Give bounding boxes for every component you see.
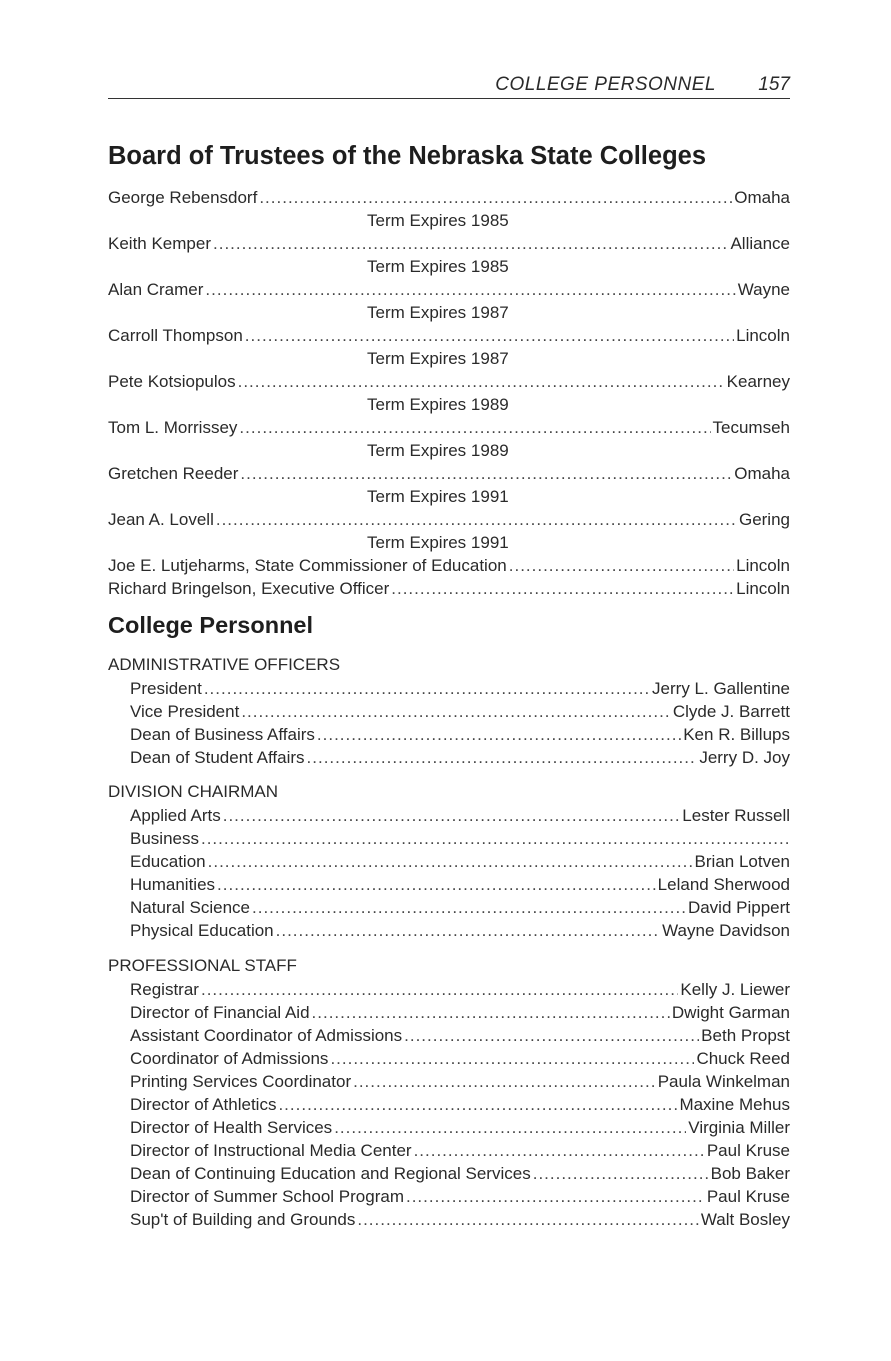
person-name: Leland Sherwood [657,875,790,894]
role-title: Director of Athletics [130,1095,277,1114]
personnel-row [108,1024,790,1047]
dot-leader [204,677,650,700]
person-name: Paul Kruse [706,1187,790,1206]
personnel-row [108,1070,790,1093]
professional-staff-section [108,954,790,1231]
dot-leader [205,278,735,301]
personnel-row [108,1185,790,1208]
running-title: COLLEGE PERSONNEL [495,74,716,95]
term-expires: Term Expires 1991 [367,533,509,552]
role-title: Director of Instructional Media Center [130,1141,412,1160]
board-title: Board of Trustees of the Nebraska State Colleges [108,142,707,170]
member-name: Tom L. Morrissey [108,418,238,437]
role-title: Dean of Continuing Education and Regional Services [130,1164,531,1183]
role-title: Dean of Student Affairs [130,748,305,767]
term-expires: Term Expires 1985 [367,257,509,276]
person-name: Lester Russell [682,806,790,825]
person-name: Maxine Mehus [679,1095,790,1114]
officer-place: Lincoln [736,556,790,575]
person-name: Chuck Reed [696,1049,790,1068]
section-heading: ADMINISTRATIVE OFFICERS [108,655,341,674]
personnel-row [108,1139,790,1162]
dot-leader [252,896,686,919]
personnel-row [108,700,790,723]
term-expires: Term Expires 1989 [367,441,509,460]
role-title: Vice President [130,702,240,721]
personnel-row [108,1047,790,1070]
personnel-row [108,746,790,769]
member-place: Omaha [734,464,790,483]
personnel-row [108,677,790,700]
term-expires: Term Expires 1991 [367,487,509,506]
dot-leader [391,577,734,600]
member-place: Alliance [730,234,790,253]
role-title: Director of Financial Aid [130,1003,310,1022]
board-member-row [108,232,790,255]
member-name: George Rebensdorf [108,188,258,207]
personnel-row [108,978,790,1001]
role-title: Humanities [130,875,216,894]
person-name: Jerry L. Gallentine [652,679,790,698]
role-title: President [130,679,202,698]
personnel-row [108,723,790,746]
person-name: Beth Propst [701,1026,790,1045]
dot-leader [509,554,734,577]
personnel-row [108,1093,790,1116]
personnel-row [108,896,790,919]
running-header [108,72,790,99]
dot-leader [201,978,678,1001]
board-member-row [108,416,790,439]
person-name: Kelly J. Liewer [680,980,790,999]
dot-leader [414,1139,705,1162]
personnel-row [108,850,790,873]
person-name: Wayne Davidson [662,921,790,940]
dot-leader [334,1116,686,1139]
dot-leader [201,827,788,850]
member-name: Carroll Thompson [108,326,243,345]
role-title: Dean of Business Affairs [130,725,315,744]
person-name: Bob Baker [710,1164,790,1183]
role-title: Assistant Coordinator of Admissions [130,1026,403,1045]
personnel-row [108,804,790,827]
member-place: Tecumseh [712,418,790,437]
dot-leader [353,1070,656,1093]
board-member-row [108,324,790,347]
dot-leader [404,1024,699,1047]
role-title: Physical Education [130,921,274,940]
dot-leader [217,873,656,896]
personnel-row [108,1001,790,1024]
person-name: Jerry D. Joy [699,748,790,767]
dot-leader [317,723,681,746]
dot-leader [223,804,681,827]
person-name: Clyde J. Barrett [672,702,790,721]
person-name: Walt Bosley [700,1210,790,1229]
officer-place: Lincoln [736,579,790,598]
personnel-row [108,1162,790,1185]
personnel-row [108,827,790,850]
college-personnel-title: College Personnel [108,612,314,638]
person-name: Paul Kruse [706,1141,790,1160]
dot-leader [312,1001,670,1024]
member-name: Alan Cramer [108,280,204,299]
personnel-row [108,1116,790,1139]
member-name: Jean A. Lovell [108,510,214,529]
section-heading: DIVISION CHAIRMAN [108,782,279,801]
dot-leader [259,186,732,209]
dot-leader [238,370,725,393]
board-member-row [108,370,790,393]
board-officer-row [108,554,790,577]
member-name: Gretchen Reeder [108,464,239,483]
term-expires: Term Expires 1985 [367,211,509,230]
dot-leader [278,1093,677,1116]
role-title: Printing Services Coordinator [130,1072,352,1091]
officer-name: Richard Bringelson, Executive Officer [108,579,390,598]
board-member-row [108,186,790,209]
person-name: Dwight Garman [671,1003,790,1022]
board-member-row [108,462,790,485]
dot-leader [357,1208,699,1231]
role-title: Applied Arts [130,806,221,825]
person-name: David Pippert [687,898,790,917]
dot-leader [208,850,693,873]
board-officer-row [108,577,790,600]
role-title: Natural Science [130,898,251,917]
personnel-row [108,1208,790,1231]
section-heading: PROFESSIONAL STAFF [108,956,297,975]
page-number: 157 [758,74,790,95]
member-place: Wayne [737,280,790,299]
role-title: Registrar [130,980,199,999]
role-title: Business [130,829,199,848]
person-name: Ken R. Billups [683,725,790,744]
dot-leader [276,919,660,942]
dot-leader [330,1047,694,1070]
term-expires: Term Expires 1987 [367,303,509,322]
role-title: Director of Summer School Program [130,1187,404,1206]
dot-leader [241,700,671,723]
administrative-officers-section [108,653,790,769]
division-chairman-section [108,780,790,942]
term-expires: Term Expires 1987 [367,349,509,368]
role-title: Director of Health Services [130,1118,333,1137]
dot-leader [533,1162,709,1185]
dot-leader [240,462,732,485]
officer-name: Joe E. Lutjeharms, State Commissioner of Education [108,556,507,575]
person-name: Virginia Miller [688,1118,790,1137]
person-name: Paula Winkelman [657,1072,790,1091]
dot-leader [213,232,728,255]
role-title: Coordinator of Admissions [130,1049,329,1068]
dot-leader [239,416,710,439]
dot-leader [216,508,737,531]
person-name: Brian Lotven [694,852,790,871]
member-place: Lincoln [736,326,790,345]
dot-leader [406,1185,705,1208]
term-expires: Term Expires 1989 [367,395,509,414]
role-title: Education [130,852,206,871]
board-member-row [108,278,790,301]
member-place: Gering [738,510,790,529]
personnel-row [108,919,790,942]
board-member-row [108,508,790,531]
personnel-row [108,873,790,896]
member-place: Kearney [726,372,790,391]
member-name: Pete Kotsiopulos [108,372,236,391]
role-title: Sup't of Building and Grounds [130,1210,356,1229]
dot-leader [245,324,734,347]
member-place: Omaha [734,188,790,207]
board-member-list [108,186,790,600]
dot-leader [307,746,698,769]
member-name: Keith Kemper [108,234,211,253]
